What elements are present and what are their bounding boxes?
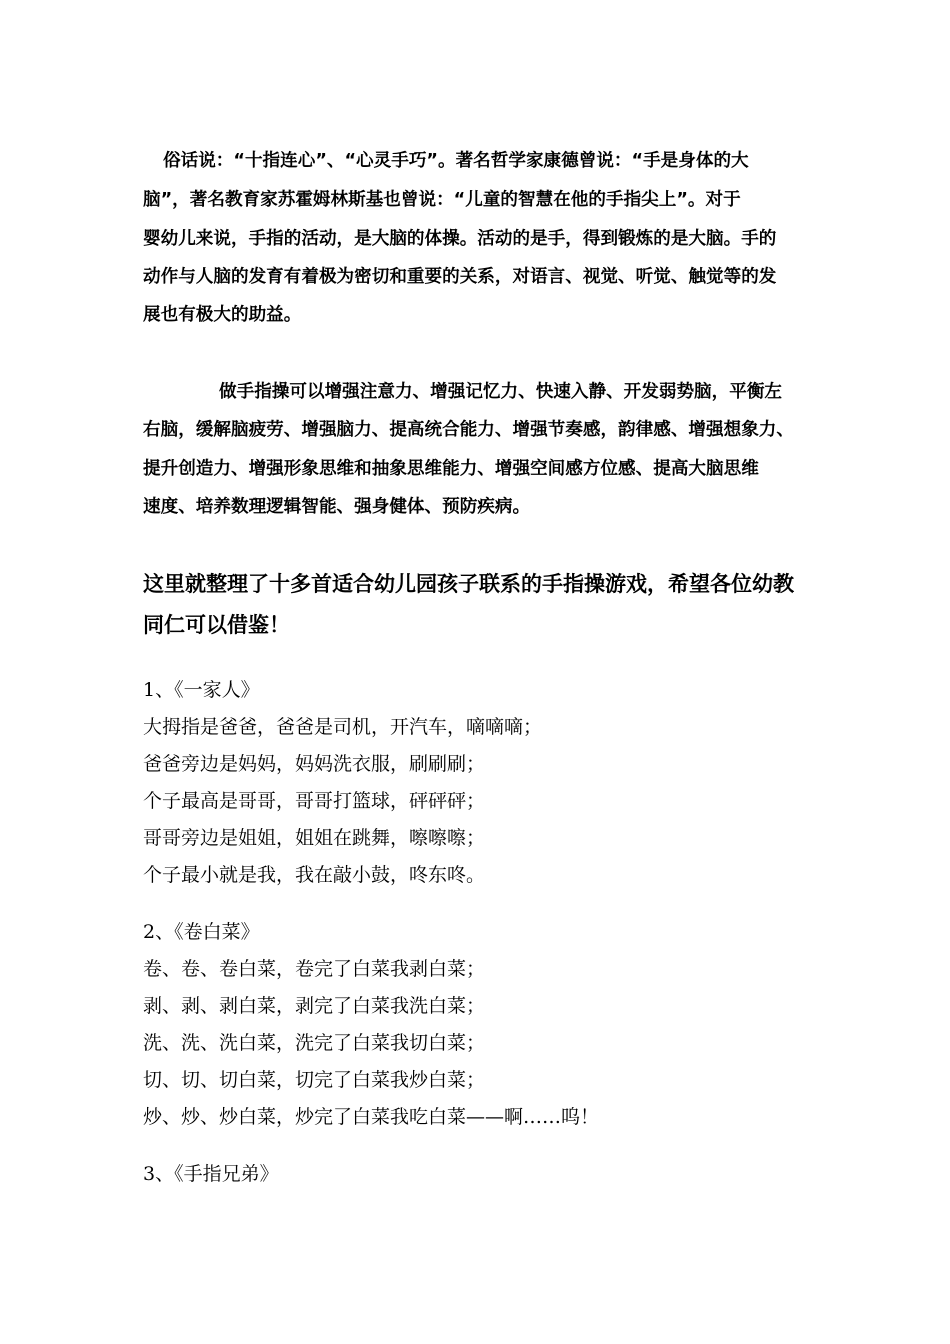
song-line: 大拇指是爸爸，爸爸是司机，开汽车，嘀嘀嘀； bbox=[143, 716, 543, 738]
song-line: 个子最高是哥哥，哥哥打篮球，砰砰砰； bbox=[143, 790, 486, 812]
song-line: 炒、炒、炒白菜，炒完了白菜我吃白菜——啊……呜！ bbox=[143, 1106, 600, 1128]
intro-line-1: 俗话说：“十指连心”、“心灵手巧”。著名哲学家康德曾说：“手是身体的大 bbox=[163, 151, 749, 171]
song-line: 哥哥旁边是姐姐，姐姐在跳舞，嚓嚓嚓； bbox=[143, 827, 486, 849]
song-title: 1、《一家人》 bbox=[143, 679, 260, 701]
headline-line-1: 这里就整理了十多首适合幼儿园孩子联系的手指操游戏，希望各位幼教 bbox=[143, 572, 794, 596]
benefits-line-4: 速度、培养数理逻辑智能、强身健体、预防疾病。 bbox=[143, 497, 531, 517]
song-title: 3、《手指兄弟》 bbox=[143, 1163, 279, 1185]
song-line: 剥、剥、剥白菜，剥完了白菜我洗白菜； bbox=[143, 995, 486, 1017]
intro-line-3: 婴幼儿来说，手指的活动，是大脑的体操。活动的是手，得到锻炼的是大脑。手的 bbox=[143, 229, 777, 249]
song-title: 2、《卷白菜》 bbox=[143, 921, 260, 943]
song-line: 卷、卷、卷白菜，卷完了白菜我剥白菜； bbox=[143, 958, 486, 980]
benefits-line-3: 提升创造力、增强形象思维和抽象思维能力、增强空间感方位感、提高大脑思维 bbox=[143, 459, 759, 479]
intro-line-4: 动作与人脑的发育有着极为密切和重要的关系，对语言、视觉、听觉、触觉等的发 bbox=[143, 267, 777, 287]
intro-line-5: 展也有极大的助益。 bbox=[143, 305, 302, 325]
song-line: 爸爸旁边是妈妈，妈妈洗衣服，刷刷刷； bbox=[143, 753, 486, 775]
song-line: 个子最小就是我，我在敲小鼓，咚东咚。 bbox=[143, 864, 486, 886]
song-line: 切、切、切白菜，切完了白菜我炒白菜； bbox=[143, 1069, 486, 1091]
benefits-line-1: 做手指操可以增强注意力、增强记忆力、快速入静、开发弱势脑，平衡左 bbox=[219, 382, 783, 402]
intro-line-2: 脑”，著名教育家苏霍姆林斯基也曾说：“儿童的智慧在他的手指尖上”。对于 bbox=[143, 190, 741, 210]
song-line: 洗、洗、洗白菜，洗完了白菜我切白菜； bbox=[143, 1032, 486, 1054]
benefits-line-2: 右脑，缓解脑疲劳、增强脑力、提高统合能力、增强节奏感，韵律感、增强想象力、 bbox=[143, 420, 794, 440]
headline-line-2: 同仁可以借鉴！ bbox=[143, 613, 290, 637]
